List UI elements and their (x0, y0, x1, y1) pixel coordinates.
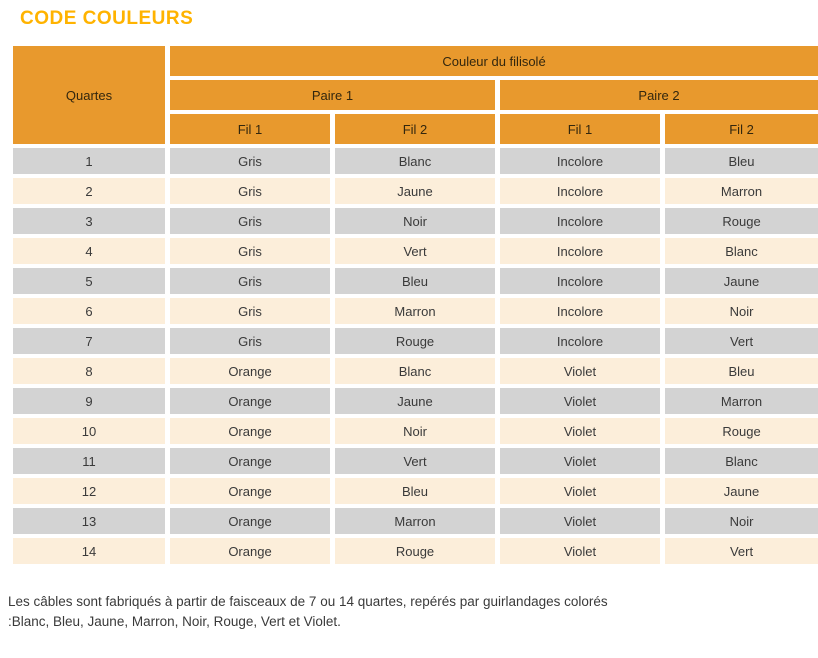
table-row (13, 388, 818, 414)
table-cell: Violet (500, 418, 660, 444)
document-page (0, 8, 818, 632)
table-cell: Noir (665, 298, 818, 324)
table-cell: Violet (500, 538, 660, 564)
table-cell: Noir (665, 508, 818, 534)
table-cell: Gris (170, 328, 330, 354)
table-cell: Bleu (665, 148, 818, 174)
table-cell: Vert (335, 238, 495, 264)
table-cell: Orange (170, 358, 330, 384)
table-cell: Orange (170, 478, 330, 504)
table-row (13, 328, 818, 354)
table-cell: Jaune (665, 268, 818, 294)
table-row (13, 508, 818, 534)
table-cell: Orange (170, 508, 330, 534)
table-cell: Violet (500, 508, 660, 534)
table-cell: Incolore (500, 328, 660, 354)
header-paire2-fil2: Fil 2 (665, 114, 818, 144)
table-row (13, 538, 818, 564)
table-cell: Incolore (500, 238, 660, 264)
table-cell: Rouge (335, 538, 495, 564)
table-cell: Gris (170, 298, 330, 324)
table-cell: Incolore (500, 268, 660, 294)
table-cell: 13 (13, 508, 165, 534)
table-row (13, 418, 818, 444)
table-cell: Incolore (500, 178, 660, 204)
color-code-table (8, 42, 818, 568)
table-cell: Gris (170, 268, 330, 294)
header-quartes: Quartes (13, 46, 165, 144)
table-cell: Blanc (335, 148, 495, 174)
table-cell: Jaune (335, 178, 495, 204)
table-cell: Jaune (665, 478, 818, 504)
table-row (13, 238, 818, 264)
header-paire1-fil1: Fil 1 (170, 114, 330, 144)
table-cell: 7 (13, 328, 165, 354)
table-cell: Blanc (665, 238, 818, 264)
footnote-line-2: :Blanc, Bleu, Jaune, Marron, Noir, Rouge, Vert et Violet. (8, 614, 341, 629)
table-cell: Violet (500, 478, 660, 504)
table-cell: 5 (13, 268, 165, 294)
table-cell: Blanc (335, 358, 495, 384)
table-cell: Rouge (665, 208, 818, 234)
table-cell: Bleu (665, 358, 818, 384)
table-cell: Noir (335, 208, 495, 234)
table-cell: Jaune (335, 388, 495, 414)
header-paire-1: Paire 1 (170, 80, 495, 110)
page-title: CODE COULEURS (20, 8, 194, 29)
table-cell: 11 (13, 448, 165, 474)
table-cell: Rouge (335, 328, 495, 354)
table-row (13, 448, 818, 474)
table-cell: Blanc (665, 448, 818, 474)
table-cell: Orange (170, 418, 330, 444)
table-cell: Marron (335, 298, 495, 324)
footnote (8, 592, 818, 632)
table-cell: 14 (13, 538, 165, 564)
table-row (13, 358, 818, 384)
table-cell: Gris (170, 238, 330, 264)
table-row (13, 268, 818, 294)
header-couleur-filisole: Couleur du filisolé (170, 46, 818, 76)
table-cell: 3 (13, 208, 165, 234)
table-cell: Noir (335, 418, 495, 444)
footnote-line-1: Les câbles sont fabriqués à partir de faisceaux de 7 ou 14 quartes, repérés par guirlandages colorés (8, 594, 608, 609)
table-cell: 6 (13, 298, 165, 324)
header-row-group (13, 46, 818, 76)
table-cell: 9 (13, 388, 165, 414)
table-cell: Orange (170, 388, 330, 414)
table-row (13, 148, 818, 174)
table-cell: 2 (13, 178, 165, 204)
table-cell: Bleu (335, 478, 495, 504)
table-cell: Vert (665, 538, 818, 564)
table-cell: 4 (13, 238, 165, 264)
table-cell: Marron (665, 178, 818, 204)
table-cell: Gris (170, 208, 330, 234)
table-row (13, 208, 818, 234)
table-cell: 1 (13, 148, 165, 174)
table-header (13, 46, 818, 144)
table-cell: Gris (170, 148, 330, 174)
table-cell: Violet (500, 448, 660, 474)
header-paire1-fil2: Fil 2 (335, 114, 495, 144)
table-cell: Vert (665, 328, 818, 354)
table-cell: Incolore (500, 148, 660, 174)
table-cell: Bleu (335, 268, 495, 294)
table-row (13, 298, 818, 324)
table-cell: Incolore (500, 298, 660, 324)
table-cell: Marron (335, 508, 495, 534)
table-cell: Marron (665, 388, 818, 414)
table-cell: Vert (335, 448, 495, 474)
table-cell: 12 (13, 478, 165, 504)
header-paire-2: Paire 2 (500, 80, 818, 110)
table-cell: Incolore (500, 208, 660, 234)
table-cell: Orange (170, 538, 330, 564)
table-row (13, 178, 818, 204)
table-cell: 8 (13, 358, 165, 384)
table-cell: Gris (170, 178, 330, 204)
table-cell: Rouge (665, 418, 818, 444)
table-cell: Violet (500, 388, 660, 414)
table-cell: Violet (500, 358, 660, 384)
table-body (13, 148, 818, 564)
table-cell: 10 (13, 418, 165, 444)
table-row (13, 478, 818, 504)
table-cell: Orange (170, 448, 330, 474)
header-paire2-fil1: Fil 1 (500, 114, 660, 144)
